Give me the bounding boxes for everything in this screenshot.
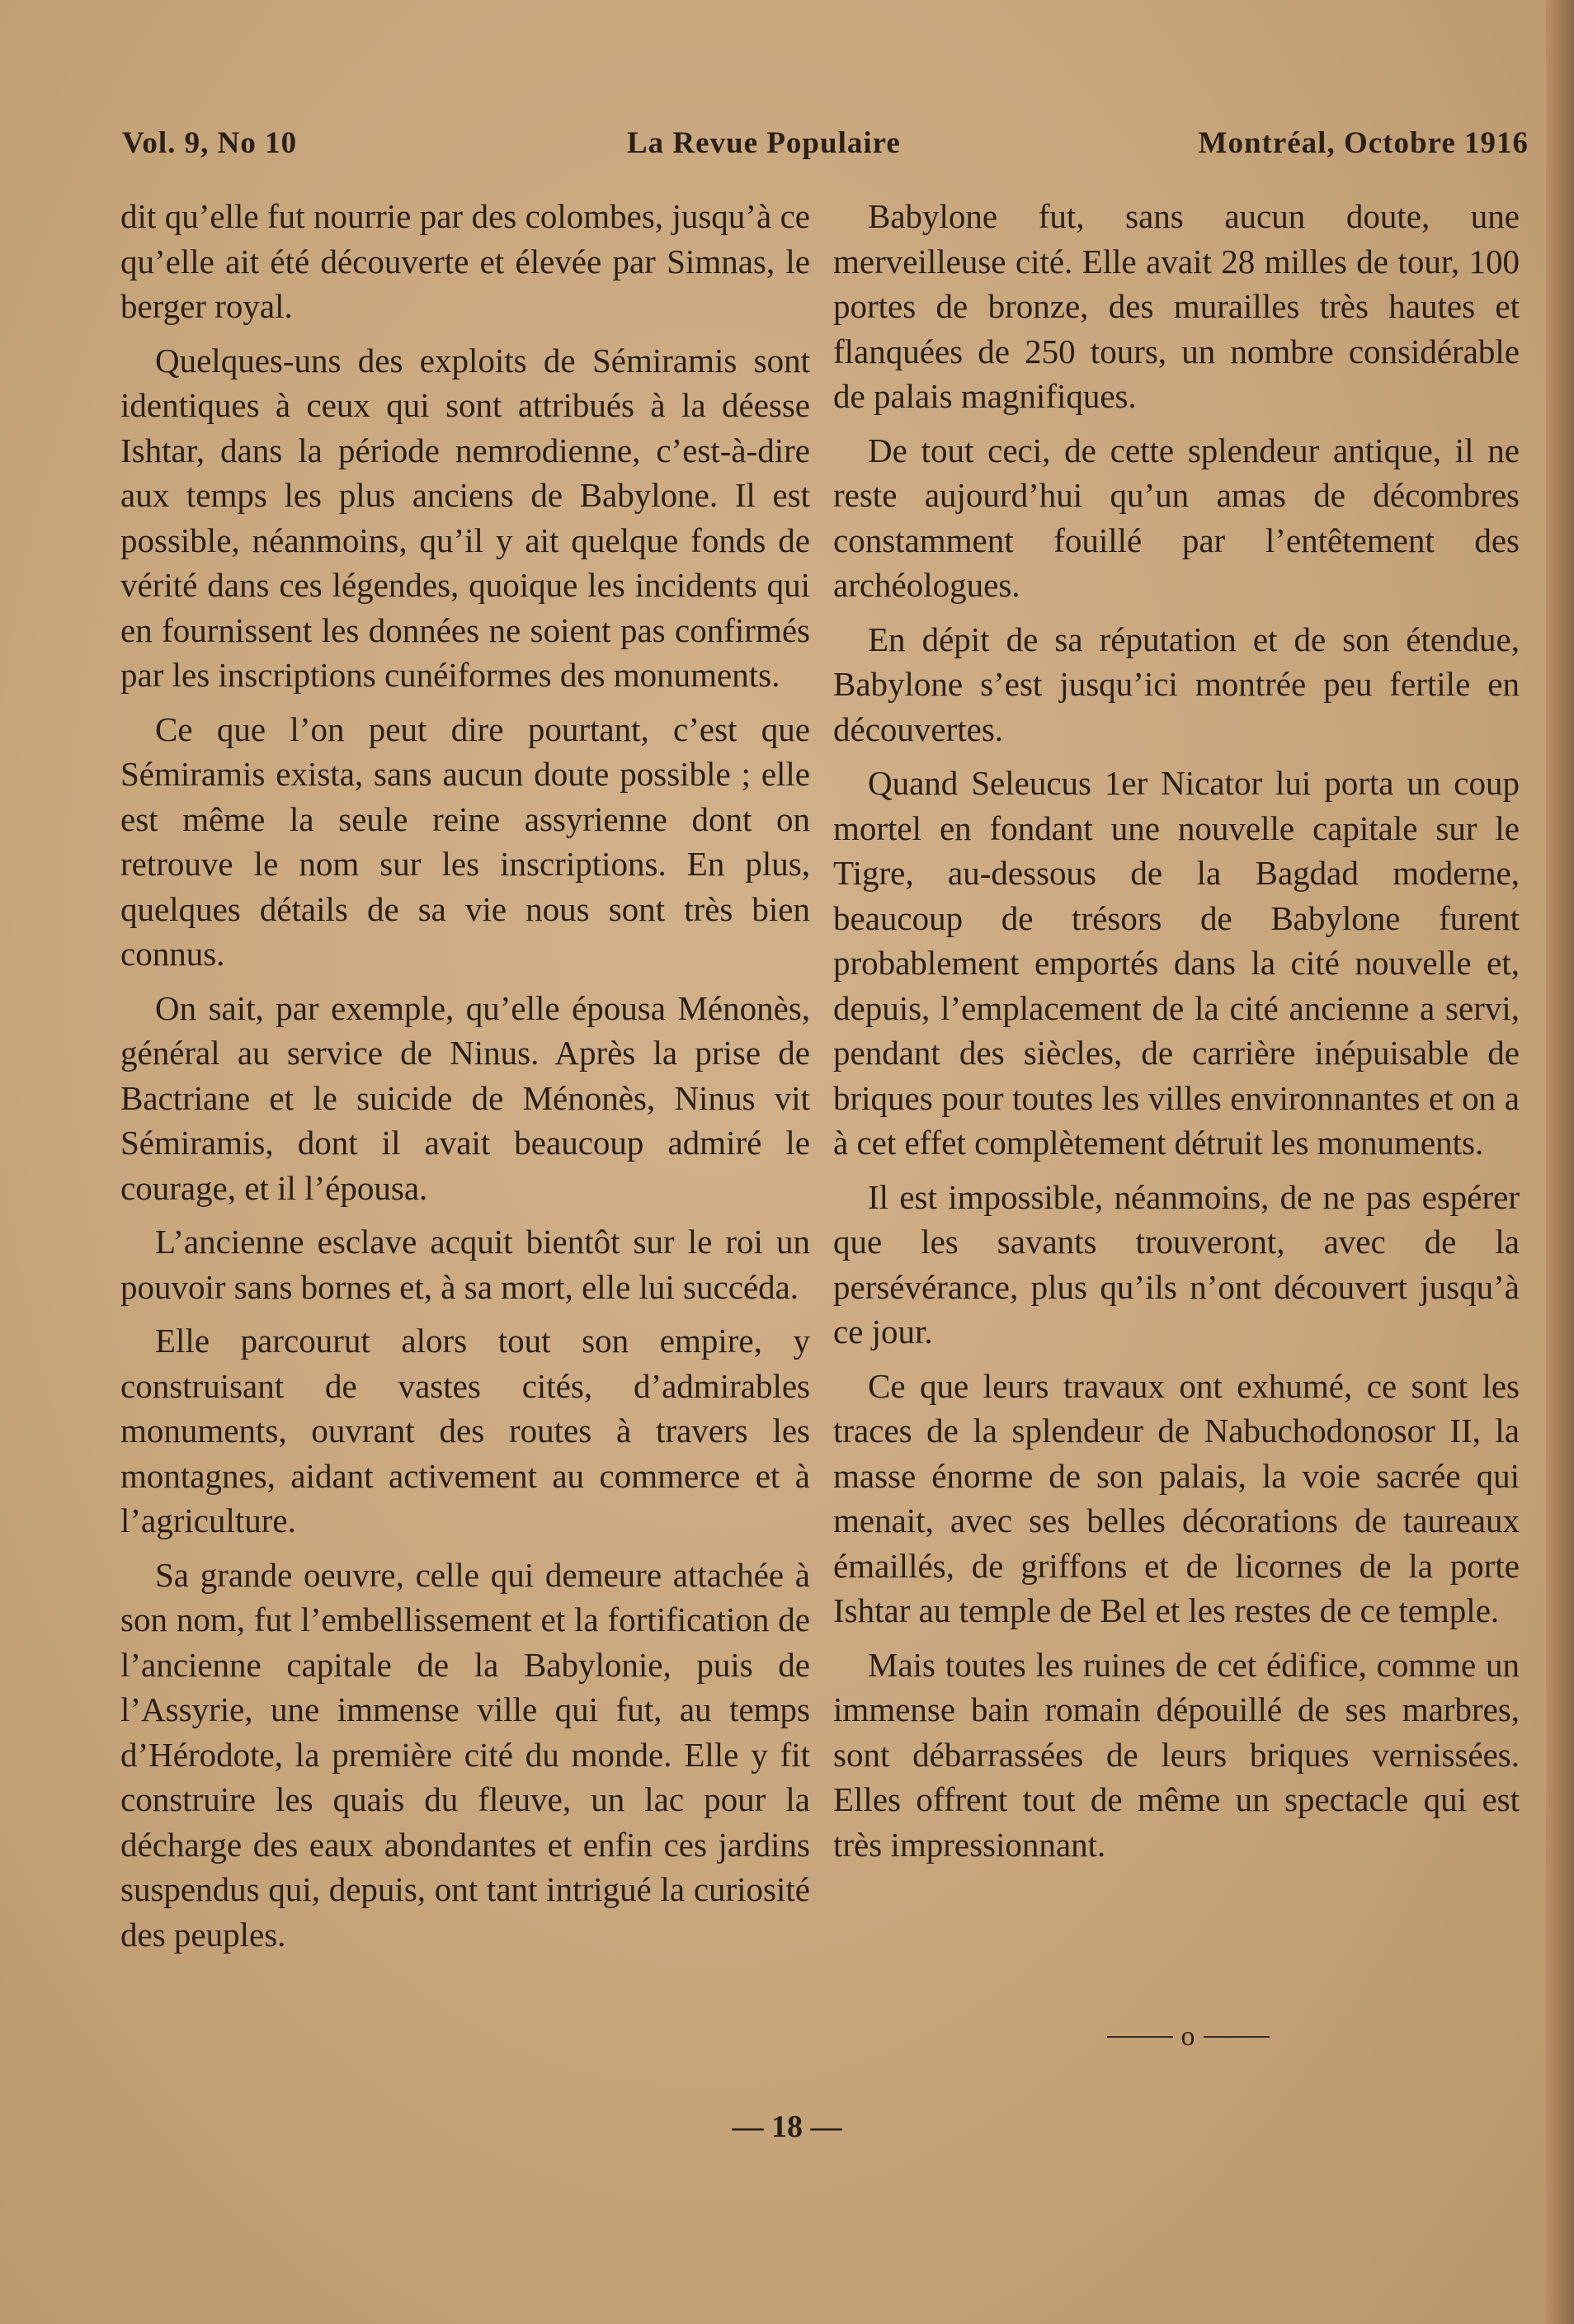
paragraph: dit qu’elle fut nourrie par des colombes, jusqu’à ce qu’elle ait été découverte et élevée par Simnas, le berger royal.	[120, 197, 810, 325]
running-header	[122, 125, 1529, 163]
right-column	[833, 194, 1520, 1876]
paragraph: Mais toutes les ruines de cet édifice, comme un immense bain romain dépouillé de ses marbres, sont débarrassées de leurs briques vernissées. Elles offrent tout de même un spectacle qui est très impressionnant.	[833, 1645, 1520, 1864]
separator-mark: o	[1180, 2021, 1195, 2052]
paragraph: En dépit de sa réputation et de son étendue, Babylone s’est jusqu’ici montrée peu fertile en découvertes.	[833, 620, 1520, 748]
separator-rule	[1107, 2036, 1173, 2038]
journal-title: La Revue Populaire	[627, 126, 901, 160]
paragraph: Elle parcourut alors tout son empire, y construisant de vastes cités, d’admirables monuments, ouvrant des routes à travers les montagnes, aidant activement au commerce et à l’agriculture.	[120, 1322, 810, 1539]
paragraph: Sa grande oeuvre, celle qui demeure attachée à son nom, fut l’embellissement et la fortification de l’ancienne capitale de la Babylonie, puis de l’Assyrie, une immense ville qui fut, au temps d’Hérodote, la première cité du monde. Elle y fit construire les quais du fleuve, un lac pour la décharge des eaux abondantes et enfin ces jardins suspendus qui, depuis, ont tant intrigué la curiosité des peuples.	[120, 1555, 810, 1954]
paragraph: Quand Seleucus 1er Nicator lui porta un coup mortel en fondant une nouvelle capitale sur le Tigre, au-dessous de la Bagdad moderne, beaucoup de trésors de Babylone furent probablement emportés dans la cité nouvelle et, depuis, l’emplacement de la cité ancienne a servi, pendant des siècles, de carrière inépuisable de briques pour toutes les villes environnantes et on a à cet effet complètement détruit les monuments.	[833, 764, 1520, 1162]
separator-rule	[1204, 2036, 1270, 2038]
paragraph: De tout ceci, de cette splendeur antique, il ne reste aujourd’hui qu’un amas de décombres constamment fouillé par l’entêtement des archéologues.	[833, 431, 1520, 604]
left-column	[120, 194, 810, 1966]
page-number: — 18 —	[732, 2110, 842, 2144]
paragraph: Ce que leurs travaux ont exhumé, ce sont les traces de la splendeur de Nabuchodonosor II, la masse énorme de son palais, la voie sacrée qui menait, avec ses belles décorations de taureaux émaillés, de griffons et de licornes de la porte Ishtar au temple de Bel et les restes de ce temple.	[833, 1366, 1520, 1629]
paragraph: Ce que l’on peut dire pourtant, c’est que Sémiramis exista, sans aucun doute possible ; elle est même la seule reine assyrienne dont on retrouve le nom sur les inscriptions. En plus, quelques détails de sa vie nous sont très bien connus.	[120, 709, 810, 973]
paragraph: Il est impossible, néanmoins, de ne pas espérer que les savants trouveront, avec de la persévérance, plus qu’ils n’ont découvert jusqu’à ce jour.	[833, 1177, 1520, 1351]
paragraph: Babylone fut, sans aucun doute, une merveilleuse cité. Elle avait 28 milles de tour, 100 portes de bronze, des murailles très hautes et flanquées de 250 tours, un nombre considérable de palais magnifiques.	[833, 197, 1520, 415]
volume-number: Vol. 9, No 10	[122, 126, 298, 160]
page-edge-shadow	[1546, 0, 1574, 2324]
paragraph: L’ancienne esclave acquit bientôt sur le roi un pouvoir sans bornes et, à sa mort, elle lui succéda.	[120, 1223, 810, 1306]
dateline: Montréal, Octobre 1916	[1198, 126, 1529, 160]
section-separator	[1097, 2020, 1279, 2053]
paragraph: Quelques-uns des exploits de Sémiramis sont identiques à ceux qui sont attribués à la déesse Ishtar, dans la période nemrodienne, c’est-à-dire aux temps les plus anciens de Babylone. Il est possible, néanmoins, qu’il y ait quelque fonds de vérité dans ces légendes, quoique les incidents qui en fournissent les données ne soient pas confirmés par les inscriptions cunéiformes des monuments.	[120, 341, 810, 694]
paragraph: On sait, par exemple, qu’elle épousa Ménonès, général au service de Ninus. Après la prise de Bactriane et le suicide de Ménonès, Ninus vit Sémiramis, dont il avait beaucoup admiré le courage, et il l’épousa.	[120, 988, 810, 1207]
